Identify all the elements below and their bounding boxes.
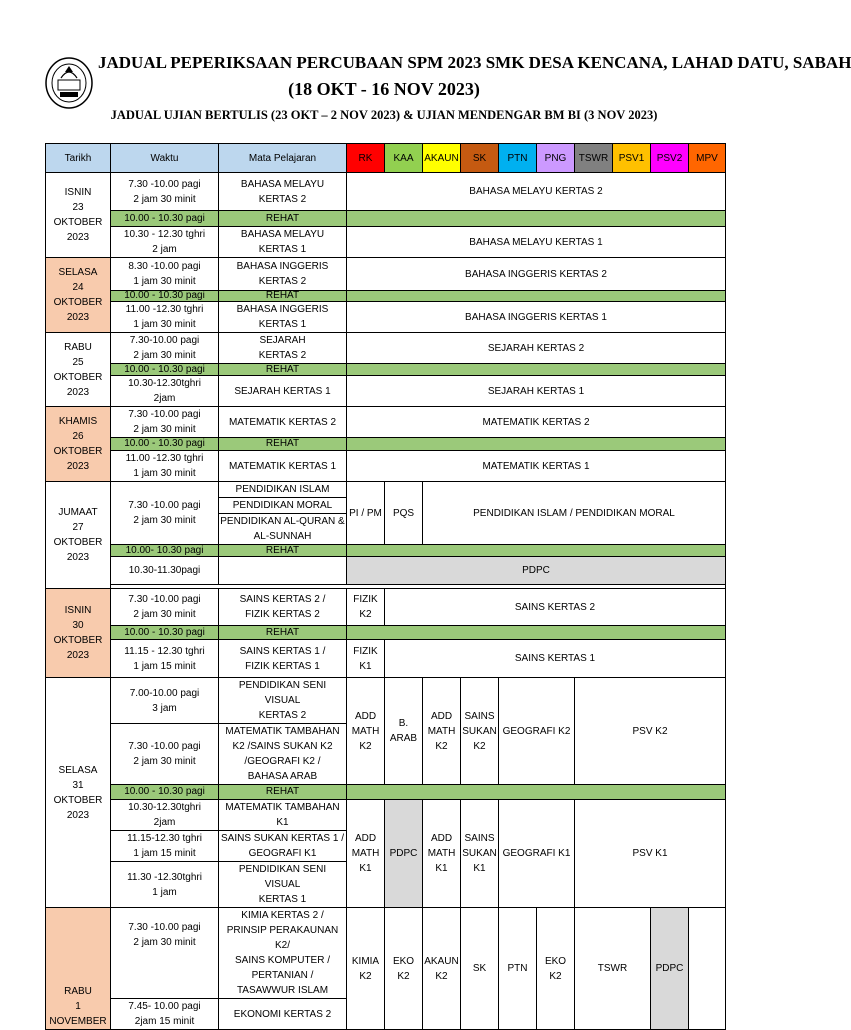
table-row	[46, 640, 726, 678]
date-cell: RABU 1 NOVEMBER	[46, 908, 111, 1030]
time-cell: 10.30-12.30tghri 2jam	[111, 376, 219, 407]
table-row	[46, 908, 726, 999]
subject-cell: BAHASA MELAYU KERTAS 1	[219, 227, 347, 258]
time-cell: 7.45- 10.00 pagi 2jam 15 minit	[111, 999, 219, 1030]
header-waktu: Waktu	[111, 144, 219, 173]
class-span-cell: PDPC	[347, 557, 726, 585]
subject-cell: PENDIDIKAN MORAL	[219, 498, 347, 514]
break-row	[46, 545, 726, 557]
date-cell: JUMAAT 27 OKTOBER 2023	[46, 482, 111, 589]
break-time: 10.00 - 10.30 pagi	[111, 785, 219, 800]
date-cell: SELASA 24 OKTOBER 2023	[46, 258, 111, 333]
break-row	[46, 291, 726, 302]
time-cell: 11.00 -12.30 tghri 1 jam 30 minit	[111, 451, 219, 482]
title-line-1: JADUAL PEPERIKSAAN PERCUBAAN SPM 2023 SMK DESA KENCANA, LAHAD DATU, SABAH	[98, 53, 851, 72]
class-cell: B. ARAB	[385, 678, 423, 785]
class-cell: ADD MATH K2	[423, 678, 461, 785]
table-row	[46, 227, 726, 258]
header-class-akaun: AKAUN	[423, 144, 461, 173]
subject-cell: MATEMATIK TAMBAHAN K2 /SAINS SUKAN K2 /GEOGRAFI K2 / BAHASA ARAB	[219, 724, 347, 785]
table-row	[46, 451, 726, 482]
class-span-cell: MATEMATIK KERTAS 1	[347, 451, 726, 482]
exam-timetable	[45, 143, 726, 1030]
class-cell: ADD MATH K1	[423, 800, 461, 908]
header-class-psv1: PSV1	[613, 144, 651, 173]
class-cell: PDPC	[385, 800, 423, 908]
time-cell: 7.30 -10.00 pagi 2 jam 30 minit	[111, 482, 219, 545]
table-row	[46, 678, 726, 724]
class-cell: SAINS SUKAN K2	[461, 678, 499, 785]
class-span-cell: BAHASA INGGERIS KERTAS 1	[347, 302, 726, 333]
time-cell: 11.30 -12.30tghri 1 jam	[111, 862, 219, 908]
time-cell: 7.00-10.00 pagi 3 jam	[111, 678, 219, 724]
break-label: REHAT	[219, 364, 347, 376]
class-cell: AKAUN K2	[423, 908, 461, 1030]
time-cell: 10.30-12.30tghri 2jam	[111, 800, 219, 831]
subject-cell: BAHASA MELAYU KERTAS 2	[219, 173, 347, 211]
subject-cell: PENDIDIKAN SENI VISUAL KERTAS 2	[219, 678, 347, 724]
class-cell: PTN	[499, 908, 537, 1030]
time-cell: 10.30 - 12.30 tghri 2 jam	[111, 227, 219, 258]
class-cell: KIMIA K2	[347, 908, 385, 1030]
class-span-cell: BAHASA MELAYU KERTAS 1	[347, 227, 726, 258]
break-row	[46, 211, 726, 227]
break-label: REHAT	[219, 291, 347, 302]
subject-cell: EKONOMI KERTAS 2	[219, 999, 347, 1030]
break-time: 10.00 - 10.30 pagi	[111, 438, 219, 451]
table-row	[46, 589, 726, 626]
time-cell: 7.30 -10.00 pagi 2 jam 30 minit	[111, 908, 219, 999]
title-line-3: JADUAL UJIAN BERTULIS (23 OKT – 2 NOV 2023) & UJIAN MENDENGAR BM BI (3 NOV 2023)	[110, 108, 658, 122]
table-row	[46, 173, 726, 211]
date-cell: SELASA 31 OKTOBER 2023	[46, 678, 111, 908]
subject-cell: SEJARAH KERTAS 1	[219, 376, 347, 407]
break-row	[46, 626, 726, 640]
class-span-cell: PENDIDIKAN ISLAM / PENDIDIKAN MORAL	[423, 482, 726, 545]
header-class-psv2: PSV2	[651, 144, 689, 173]
class-cell: SK	[461, 908, 499, 1030]
header-tarikh: Tarikh	[46, 144, 111, 173]
break-row	[46, 364, 726, 376]
class-span-cell: BAHASA INGGERIS KERTAS 2	[347, 258, 726, 291]
header-class-tswr: TSWR	[575, 144, 613, 173]
time-cell: 8.30 -10.00 pagi 1 jam 30 minit	[111, 258, 219, 291]
break-label: REHAT	[219, 785, 347, 800]
break-time: 10.00 - 10.30 pagi	[111, 211, 219, 227]
time-cell: 10.30-11.30pagi	[111, 557, 219, 585]
subject-cell: SEJARAH KERTAS 2	[219, 333, 347, 364]
header-class-kaa: KAA	[385, 144, 423, 173]
subject-cell: SAINS KERTAS 1 / FIZIK KERTAS 1	[219, 640, 347, 678]
class-cell: PQS	[385, 482, 423, 545]
break-row	[46, 785, 726, 800]
time-cell: 7.30 -10.00 pagi 2 jam 30 minit	[111, 724, 219, 785]
break-time: 10.00 - 10.30 pagi	[111, 291, 219, 302]
class-span-cell: GEOGRAFI K1	[499, 800, 575, 908]
table-row	[46, 376, 726, 407]
header-class-rk: RK	[347, 144, 385, 173]
title-line-2: (18 OKT - 16 NOV 2023)	[288, 79, 480, 99]
class-span-cell: SAINS KERTAS 1	[385, 640, 726, 678]
class-span-cell: MATEMATIK KERTAS 2	[347, 407, 726, 438]
class-cell: ADD MATH K2	[347, 678, 385, 785]
class-span-cell: SAINS KERTAS 2	[385, 589, 726, 626]
break-row	[46, 438, 726, 451]
class-span-cell: GEOGRAFI K2	[499, 678, 575, 785]
class-cell: PI / PM	[347, 482, 385, 545]
subject-cell: SAINS SUKAN KERTAS 1 / GEOGRAFI K1	[219, 831, 347, 862]
table-row	[46, 407, 726, 438]
header-class-mpv: MPV	[689, 144, 726, 173]
subject-cell: MATEMATIK TAMBAHAN K1	[219, 800, 347, 831]
class-span-cell: TSWR	[575, 908, 651, 1030]
header-row	[46, 144, 726, 173]
subject-cell: BAHASA INGGERIS KERTAS 1	[219, 302, 347, 333]
class-cell: PDPC	[651, 908, 689, 1030]
subject-cell: SAINS KERTAS 2 / FIZIK KERTAS 2	[219, 589, 347, 626]
class-cell: FIZIK K1	[347, 640, 385, 678]
table-row	[46, 482, 726, 498]
break-label: REHAT	[219, 545, 347, 557]
table-row	[46, 302, 726, 333]
time-cell: 7.30 -10.00 pagi 2 jam 30 minit	[111, 173, 219, 211]
class-cell: EKO K2	[385, 908, 423, 1030]
break-label: REHAT	[219, 438, 347, 451]
time-cell: 11.00 -12.30 tghri 1 jam 30 minit	[111, 302, 219, 333]
subject-cell: MATEMATIK KERTAS 1	[219, 451, 347, 482]
time-cell: 7.30-10.00 pagi 2 jam 30 minit	[111, 333, 219, 364]
time-cell: 11.15 - 12.30 tghri 1 jam 15 minit	[111, 640, 219, 678]
time-cell: 7.30 -10.00 pagi 2 jam 30 minit	[111, 407, 219, 438]
table-row	[46, 557, 726, 585]
date-cell: ISNIN 23 OKTOBER 2023	[46, 173, 111, 258]
class-cell: EKO K2	[537, 908, 575, 1030]
class-span-cell: SEJARAH KERTAS 2	[347, 333, 726, 364]
class-cell: FIZIK K2	[347, 589, 385, 626]
class-cell: ADD MATH K1	[347, 800, 385, 908]
class-span-cell: SEJARAH KERTAS 1	[347, 376, 726, 407]
time-cell: 11.15-12.30 tghri 1 jam 15 minit	[111, 831, 219, 862]
time-cell: 7.30 -10.00 pagi 2 jam 30 minit	[111, 589, 219, 626]
date-cell: KHAMIS 26 OKTOBER 2023	[46, 407, 111, 482]
table-row	[46, 333, 726, 364]
class-span-cell: PSV K2	[575, 678, 726, 785]
header-mata-pelajaran: Mata Pelajaran	[219, 144, 347, 173]
date-cell: ISNIN 30 OKTOBER 2023	[46, 589, 111, 678]
break-time: 10.00 - 10.30 pagi	[111, 364, 219, 376]
table-row	[46, 800, 726, 831]
class-span-cell: PSV K1	[575, 800, 726, 908]
table-row	[46, 258, 726, 291]
class-span-cell: BAHASA MELAYU KERTAS 2	[347, 173, 726, 211]
header-class-ptn: PTN	[499, 144, 537, 173]
subject-cell: MATEMATIK KERTAS 2	[219, 407, 347, 438]
break-time: 10.00- 10.30 pagi	[111, 545, 219, 557]
date-cell: RABU 25 OKTOBER 2023	[46, 333, 111, 407]
subject-cell: PENDIDIKAN SENI VISUAL KERTAS 1	[219, 862, 347, 908]
class-cell: SAINS SUKAN K1	[461, 800, 499, 908]
header-class-png: PNG	[537, 144, 575, 173]
break-time: 10.00 - 10.30 pagi	[111, 626, 219, 640]
subject-cell: PENDIDIKAN ISLAM	[219, 482, 347, 498]
break-label: REHAT	[219, 626, 347, 640]
subject-cell: BAHASA INGGERIS KERTAS 2	[219, 258, 347, 291]
header-class-sk: SK	[461, 144, 499, 173]
break-label: REHAT	[219, 211, 347, 227]
subject-cell: PENDIDIKAN AL-QURAN & AL-SUNNAH	[219, 514, 347, 545]
subject-cell: KIMIA KERTAS 2 / PRINSIP PERAKAUNAN K2/ SAINS KOMPUTER / PERTANIAN / TASAWWUR ISLAM	[219, 908, 347, 999]
